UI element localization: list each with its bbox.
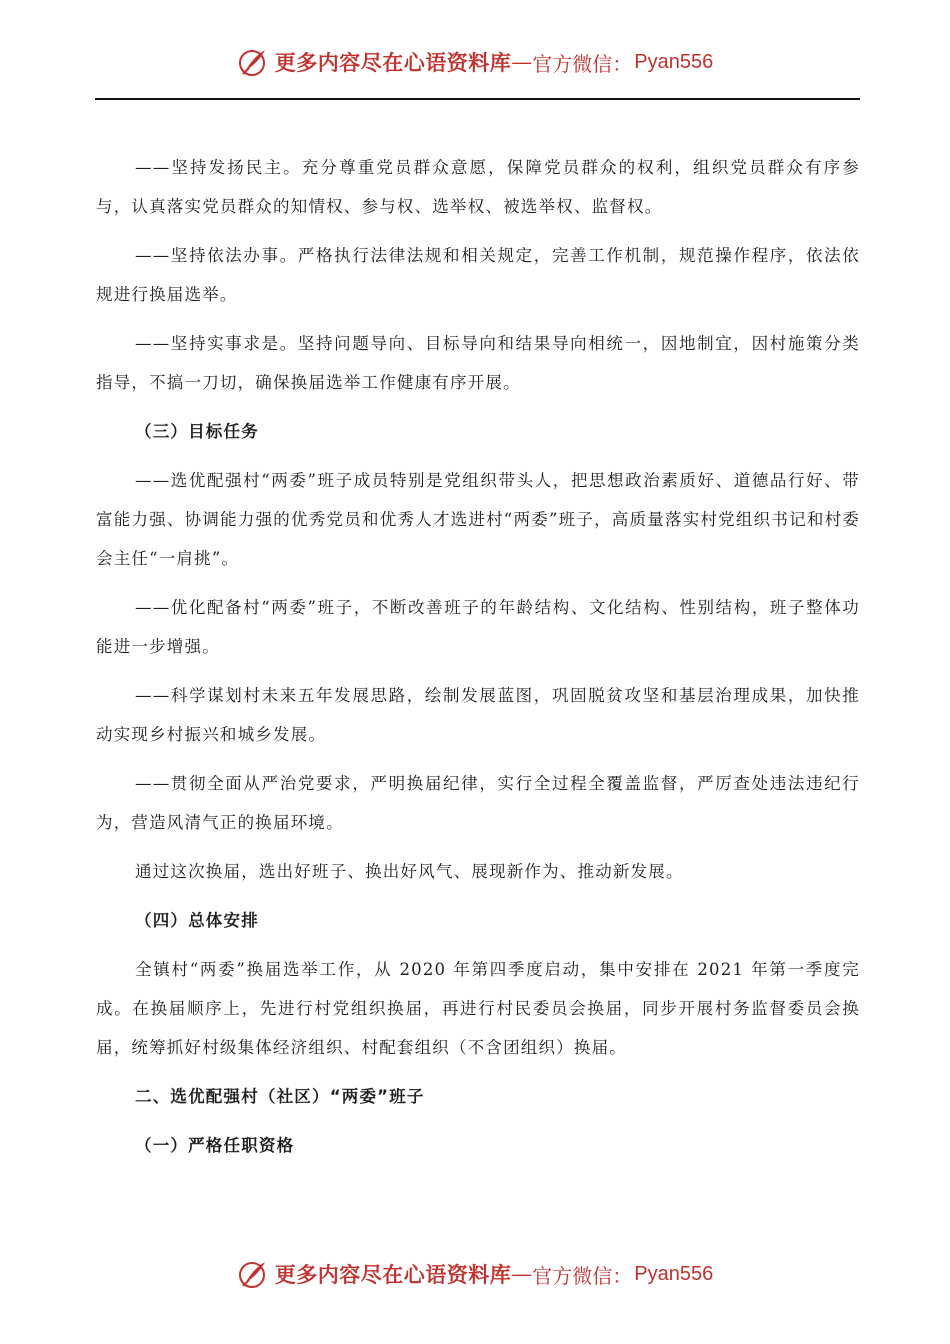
header-banner: [0, 42, 950, 82]
section-heading: （三）目标任务: [135, 422, 259, 441]
paragraph: ——优化配备村“两委”班子，不断改善班子的年龄结构、文化结构、性别结构，班子整体功能进一步增强。: [96, 598, 860, 656]
footer-banner: [0, 1254, 950, 1294]
section-heading: （一）严格任职资格: [135, 1136, 295, 1155]
quill-pen-logo-icon: [237, 1258, 269, 1290]
paragraph: ——坚持依法办事。严格执行法律法规和相关规定，完善工作机制，规范操作程序，依法依规进行换届选举。: [96, 246, 860, 304]
banner-dash: —: [511, 1262, 533, 1286]
paragraph: ——选优配强村“两委”班子成员特别是党组织带头人，把思想政治素质好、道德品行好、带富能力强、协调能力强的优秀党员和优秀人才选进村“两委”班子，高质量落实村党组织书记和村委会主任“一肩挑”。: [96, 471, 860, 568]
paragraph: 全镇村“两委”换届选举工作，从 2020 年第四季度启动，集中安排在 2021 年第一季度完成。在换届顺序上，先进行村党组织换届，再进行村民委员会换届，同步开展村务监督委员会换届，统筹抓好村级集体经济组织、村配套组织（不含团组织）换届。: [96, 960, 860, 1057]
paragraph: 通过这次换届，选出好班子、换出好风气、展现新作为、推动新发展。: [135, 862, 684, 881]
header-divider: [95, 98, 860, 100]
section-heading: （四）总体安排: [135, 911, 259, 930]
banner-title: 更多内容尽在心语资料库: [274, 1262, 512, 1287]
paragraph: ——坚持实事求是。坚持问题导向、目标导向和结果导向相统一，因地制宜，因村施策分类指导，不搞一刀切，确保换届选举工作健康有序开展。: [96, 334, 860, 392]
banner-dash: —: [511, 50, 533, 74]
paragraph: ——科学谋划村未来五年发展思路，绘制发展蓝图，巩固脱贫攻坚和基层治理成果，加快推动实现乡村振兴和城乡发展。: [96, 686, 860, 744]
quill-pen-logo-icon: [237, 46, 269, 78]
banner-wechat-label: 官方微信：: [532, 51, 633, 76]
banner-wechat-id: Pyan556: [634, 50, 714, 73]
paragraph: ——坚持发扬民主。充分尊重党员群众意愿，保障党员群众的权利，组织党员群众有序参与，认真落实党员群众的知情权、参与权、选举权、被选举权、监督权。: [96, 158, 860, 216]
paragraph: ——贯彻全面从严治党要求，严明换届纪律，实行全过程全覆盖监督，严厉查处违法违纪行为，营造风清气正的换届环境。: [96, 774, 860, 832]
banner-wechat-id: Pyan556: [634, 1262, 714, 1285]
chapter-heading: 二、选优配强村（社区）“两委”班子: [135, 1087, 425, 1106]
banner-wechat-label: 官方微信：: [532, 1263, 633, 1288]
banner-title: 更多内容尽在心语资料库: [274, 50, 512, 75]
document-body: [96, 148, 860, 1175]
